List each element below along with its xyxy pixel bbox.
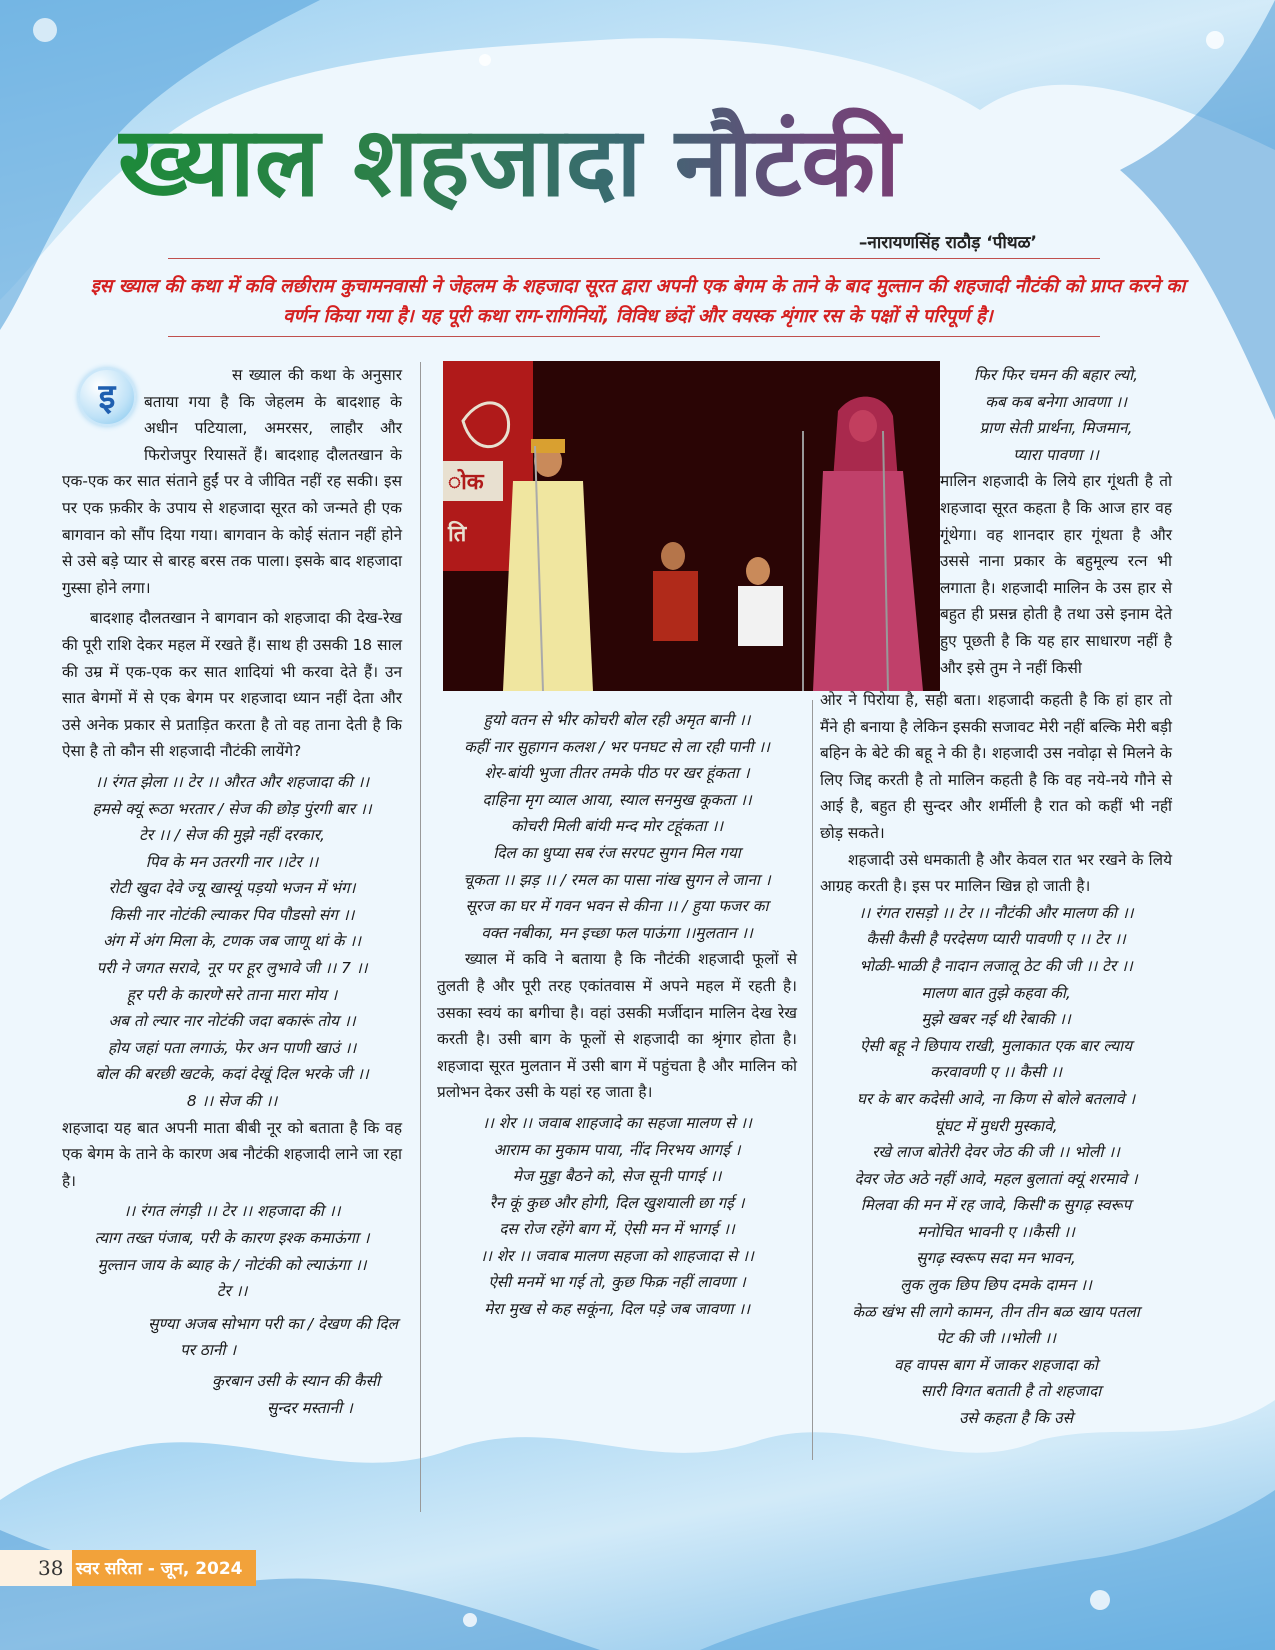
verse-line: कहीं नार सुहागन कलश / भर पनघट से ला रही पानी ।।: [464, 737, 770, 756]
musician-1: [653, 571, 698, 641]
verse-line: टेर ।। / सेज की मुझे नहीं दरकार,: [139, 826, 325, 845]
text-line: उसे कहता है कि उसे: [959, 1409, 1073, 1428]
verse-line: मनोचित भावनी ए ।।कैसी ।।: [917, 1222, 1075, 1241]
verse-line: ऐसी बहू ने छिपाय राखी, मुलाकात एक बार ल्याय: [859, 1036, 1133, 1055]
verse-line: आराम का मुकाम पाया, नींद निरभय आगई ।: [493, 1140, 741, 1159]
column-3-bottom: [820, 687, 1172, 1432]
divider-bottom: [168, 336, 1100, 337]
paragraph: ख्याल में कवि ने बताया है कि नौटंकी शहजादी फूलों से तुलती है और पूरी तरह एकांतवास में अपने महल में रहती है। उसका स्वयं का बगीचा है। वहां उसकी मर्जीदान मालिन देख रेख करती है। उसी बाग के फूलों से शहजादी का श्रृंगार होता है। शहजादा सूरत मुलतान में उसी बाग में पहुंचता है और मालिन को प्रलोभन देकर उसी के यहां रह जाता है।: [437, 950, 797, 1102]
author-byline: –नारायणसिंह राठौड़ ‘पीथळ’: [858, 233, 1037, 253]
column-2: [437, 707, 797, 1323]
verse-line: किसी नार नोटंकी ल्याकर पिव पौडसो संग ।।: [109, 905, 355, 924]
paragraph: स ख्याल की कथा के अनुसार बताया गया है कि जेहलम के बादशाह के अधीन पटियाला, अमरसर, लाहौर और फिरोजपुर रियासतें हैं। बादशाह दौलतखान के एक-एक कर सात संताने हुईं पर वे जीवित नहीं रह सकी। इस पर एक फ़कीर के उपाय से शहजादा सूरत को जन्मते ही एक बागवान को सौंप दिया गया। बागवान के कोई संतान नहीं होने से उसे बड़े प्यार से बारह बरस तक पाला। इसके बाद शहजादा गुस्सा होने लगा।: [62, 366, 402, 597]
banner-text: ोक: [448, 470, 484, 495]
verse-block: [62, 1311, 402, 1421]
verse-line: घूंघट में मुधरी मुस्कावे,: [934, 1116, 1058, 1135]
verse-line: मिलवा की मन में रह जावे, किसी'क सुगढ़ स्वरूप: [860, 1196, 1132, 1215]
verse-line: लुक लुक छिप छिप दमके दामन ।।: [900, 1276, 1092, 1295]
text-line: वह वापस बाग में जाकर शहजादा को: [894, 1355, 1098, 1374]
verse-line: हमसे क्यूं रूठा भरतार / सेज की छोड़ पुंरगी बार ।।: [92, 799, 372, 818]
verse-line: मालण बात तुझे कहवा की,: [921, 983, 1071, 1002]
verse-block: [62, 1198, 402, 1304]
paragraph: मालिन शहजादी के लिये हार गूंथती है तो शहजादा सूरत कहता है कि आज हार वह गूंथेगा। वह शानदार हार गूंथता है और उससे नाना प्रकार के बहुमूल्य रत्न भी लगाता है। शहजादी मालिन के उस हार से बहुत ही प्रसन्न होती है तथा उसे इनाम देते हुए पूछती है कि यह हार साधारण नहीं है और इसे तुम ने नहीं किसी: [940, 472, 1172, 677]
banner-text-2: ति: [448, 522, 467, 547]
column-3-top: [940, 362, 1172, 681]
verse-line: ।। शेर ।। जवाब मालण सहजा को शाहजादा से ।।: [480, 1246, 754, 1265]
verse-line: मेरा मुख से कह सकूंना, दिल पड़े जब जावणा ।।: [484, 1300, 750, 1319]
column-divider-1: [420, 362, 421, 1512]
verse-line: कोचरी मिली बांयी मन्द मोर टहूंकता ।।: [510, 817, 724, 836]
verse-block: [62, 769, 402, 1115]
verse-line: सुण्या अजब सोभाग परी का / देखण की दिल: [148, 1314, 398, 1333]
page-number: 38: [38, 1556, 64, 1580]
paragraph: बादशाह दौलतखान ने बागवान को शहजादा की देख-रेख की पूरी राशि देकर महल में रखते हैं। साथ ही उसकी 18 साल की उम्र में एक-एक कर सात शादियां भी करवा देते हैं। उन सात बेगमों में से एक बेगम पर शहजादा ध्यान नहीं देता और उसे अनेक प्रकार से प्रताड़ित करता है तो वह ताना देती है कि ऐसा है तो कौन सी शहजादी नौटंकी लायेंगे?: [62, 609, 402, 761]
musician-2: [738, 586, 783, 646]
verse-line: रोटी खुदा देवे ज्यू खास्यूं पड़यो भजन में भंग।: [108, 879, 356, 898]
singer-male-body: [503, 481, 593, 691]
verse-block: [437, 1110, 797, 1323]
verse-line: ।। शेर ।। जवाब शाहजादे का सहजा मालण से ।।: [482, 1113, 752, 1132]
text-line: सारी विगत बताती है तो शहजादा: [920, 1382, 1102, 1401]
verse-line: मुझे खबर नई थी रेबाकी ।।: [921, 1010, 1071, 1029]
verse-line: टेर ।।: [216, 1282, 248, 1301]
verse-line: परी ने जगत सरावे, नूर पर हूर लुभावे जी ।। 7 ।।: [96, 959, 368, 978]
verse-line: हुयो वतन से भीर कोचरी बोल रही अमृत बानी ।।: [483, 711, 751, 729]
verse-line: मेज मुड्डा बैठने को, सेज सूनी पागई ।।: [512, 1167, 722, 1186]
verse-line: कुरबान उसी के स्यान की कैसी: [212, 1371, 380, 1390]
verse-line: कैसी कैसी है परदेसण प्यारी पावणी ए ।। टेर ।।: [866, 930, 1126, 949]
verse-line: भोळी-भाळी है नादान लजालू ठेट की जी ।। टेर ।।: [859, 956, 1133, 975]
verse-line: शेर-बांयी भुजा तीतर तमके पीठ पर खर हूंकता ।: [484, 764, 750, 783]
verse-line: दिल का धुप्या सब रंज सरपट सुगन मिल गया: [493, 843, 741, 862]
verse-line: सुन्दर मस्तानी ।: [267, 1398, 353, 1417]
paragraph: ओर ने पिरोया है, सही बता। शहजादी कहती है कि हां हार तो मैंने ही बनाया है लेकिन इसकी सजावट मेरी नहीं बल्कि मेरी बड़ी बहिन के बेटे की बहू ने की है। शहजादी उस नवोढ़ा से मिलने के लिए जिद्द करती है तो मालिन कहती है कि वह नये-नये गौने से आई है, बहुत ही सुन्दर और शर्मीली है रात को कहीं भी नहीं छोड़ सकते।: [820, 691, 1172, 842]
paragraph: शहजादा यह बात अपनी माता बीबी नूर को बताता है कि वह एक बेगम के ताने के कारण अब नौटंकी शहजादी लाने जा रहा है।: [62, 1118, 402, 1190]
verse-line: हूर परी के कारणे'सरे ताना मारा मोय ।: [126, 985, 338, 1004]
verse-line: 8 ।। सेज की ।।: [186, 1092, 278, 1111]
magazine-issue: स्वर सरिता - जून, 2024: [76, 1559, 243, 1579]
verse-line: करवावणी ए ।। कैसी ।।: [930, 1063, 1062, 1082]
stage-illustration: [443, 361, 940, 691]
column-divider-2: [812, 700, 813, 1460]
verse-line: रैन कूं कुछ और होगी, दिल खुशयाली छा गई ।: [489, 1193, 745, 1212]
verse-line: ।। रंगत रासड़ो ।। टेर ।। नौटंकी और मालण की ।।: [858, 903, 1134, 922]
verse-line: होय जहां पता लगाऊं, फेर अन पाणी खाउं ।।: [107, 1038, 357, 1057]
intro-summary: इस ख्याल की कथा में कवि लछीराम कुचामनवासी ने जेहलम के शहजादा सूरत द्वारा अपनी एक बेगम के ताने के बाद मुल्तान की शहजादी नौटंकी को प्राप्त करने का वर्णन किया गया है। यह पूरी कथा राग-रागिनियों, विविध छंदों और वयस्क शृंगार रस के पक्षों से परिपूर्ण है।: [90, 276, 1186, 327]
verse-line: बोल की बरछी खटके, कदां देखूं दिल भरके जी ।।: [95, 1065, 369, 1084]
verse-line: ऐसी मनमें भा गई तो, कुछ फिक्र नहीं लावणा ।: [488, 1273, 746, 1292]
verse-line: दाहिना मृग व्याल आया, स्याल सनमुख कूकता ।।: [482, 790, 752, 809]
verse-line: केळ खंभ सी लागे कामन, तीन तीन बळ खाय पतला: [852, 1302, 1140, 1321]
verse-line: ।। रंगत झेला ।। टेर ।। औरत और शहजादा की ।।: [94, 772, 370, 791]
performance-photo: [443, 361, 940, 691]
verse-line: मुल्तान जाय के ब्याह के / नोटंकी को ल्याऊंगा ।।: [97, 1255, 367, 1274]
verse-line: अब तो ल्यार नार नोटंकी जदा बकारूं तोय ।।: [108, 1012, 356, 1031]
divider-top: [168, 258, 1100, 259]
column-1: [62, 362, 402, 1421]
page-footer: [0, 1550, 256, 1586]
verse-line: पेट की जी ।।भोली ।।: [936, 1329, 1056, 1348]
verse-block: [437, 707, 797, 946]
verse-line: रखे लाज बोतेरी देवर जेठ की जी ।। भोली ।।: [872, 1143, 1120, 1162]
verse-line: पर ठानी ।: [180, 1341, 237, 1360]
verse-line: दस रोज रहेंगे बाग में, ऐसी मन में भागई ।।: [499, 1220, 735, 1239]
verse-line: सुगढ़ स्वरूप सदा मन भावन,: [916, 1249, 1076, 1268]
verse-line: देवर जेठ अठे नहीं आवे, महल बुलातां क्यूं शरमावे ।: [854, 1169, 1138, 1188]
paragraph: शहजादी उसे धमकाती है और केवल रात भर रखने के लिये आग्रह करती है। इस पर मालिन खिन्न हो जाती है।: [820, 850, 1172, 896]
dropcap-badge: इ: [78, 368, 136, 426]
verse-line: चूकता ।। झड़ ।। / रमल का पासा नांख सुगन ले जाना ।: [463, 870, 771, 889]
verse-line: पिव के मन उतरगी नार ।।टेर ।।: [145, 852, 319, 871]
verse-line: वक्त नबीका, मन इच्छा फल पाऊंगा ।।मुलतान ।।: [481, 923, 753, 942]
verse-line: कब कब बनेगा आवणा ।।: [985, 392, 1127, 411]
verse-line: अंग में अंग मिला के, टणक जब जाणू थां के ।।: [102, 932, 362, 951]
verse-block: [820, 900, 1172, 1086]
article-title: ख्याल शहजादा नौटंकी: [118, 102, 1038, 222]
verse-line: सूरज का घर में गवन भवन से कीना ।। / हुया फजर का: [465, 897, 769, 916]
verse-line: ।। रंगत लंगड़ी ।। टेर ।। शहजादा की ।।: [123, 1202, 341, 1221]
verse-block: [940, 362, 1172, 468]
verse-line: त्याग तख्त पंजाब, परी के कारण इश्क कमाऊंगा ।: [94, 1229, 370, 1247]
verse-line: प्यारा पावणा ।।: [1013, 445, 1099, 464]
verse-block: [820, 1086, 1172, 1352]
paragraph: [820, 1352, 1172, 1432]
verse-line: फिर फिर चमन की बहार ल्यो,: [973, 366, 1139, 384]
verse-line: घर के बार कदेसी आवे, ना किण से बोले बतलावे ।: [856, 1089, 1136, 1108]
verse-line: प्राण सेती प्रार्थना, मिजमान,: [979, 419, 1133, 438]
